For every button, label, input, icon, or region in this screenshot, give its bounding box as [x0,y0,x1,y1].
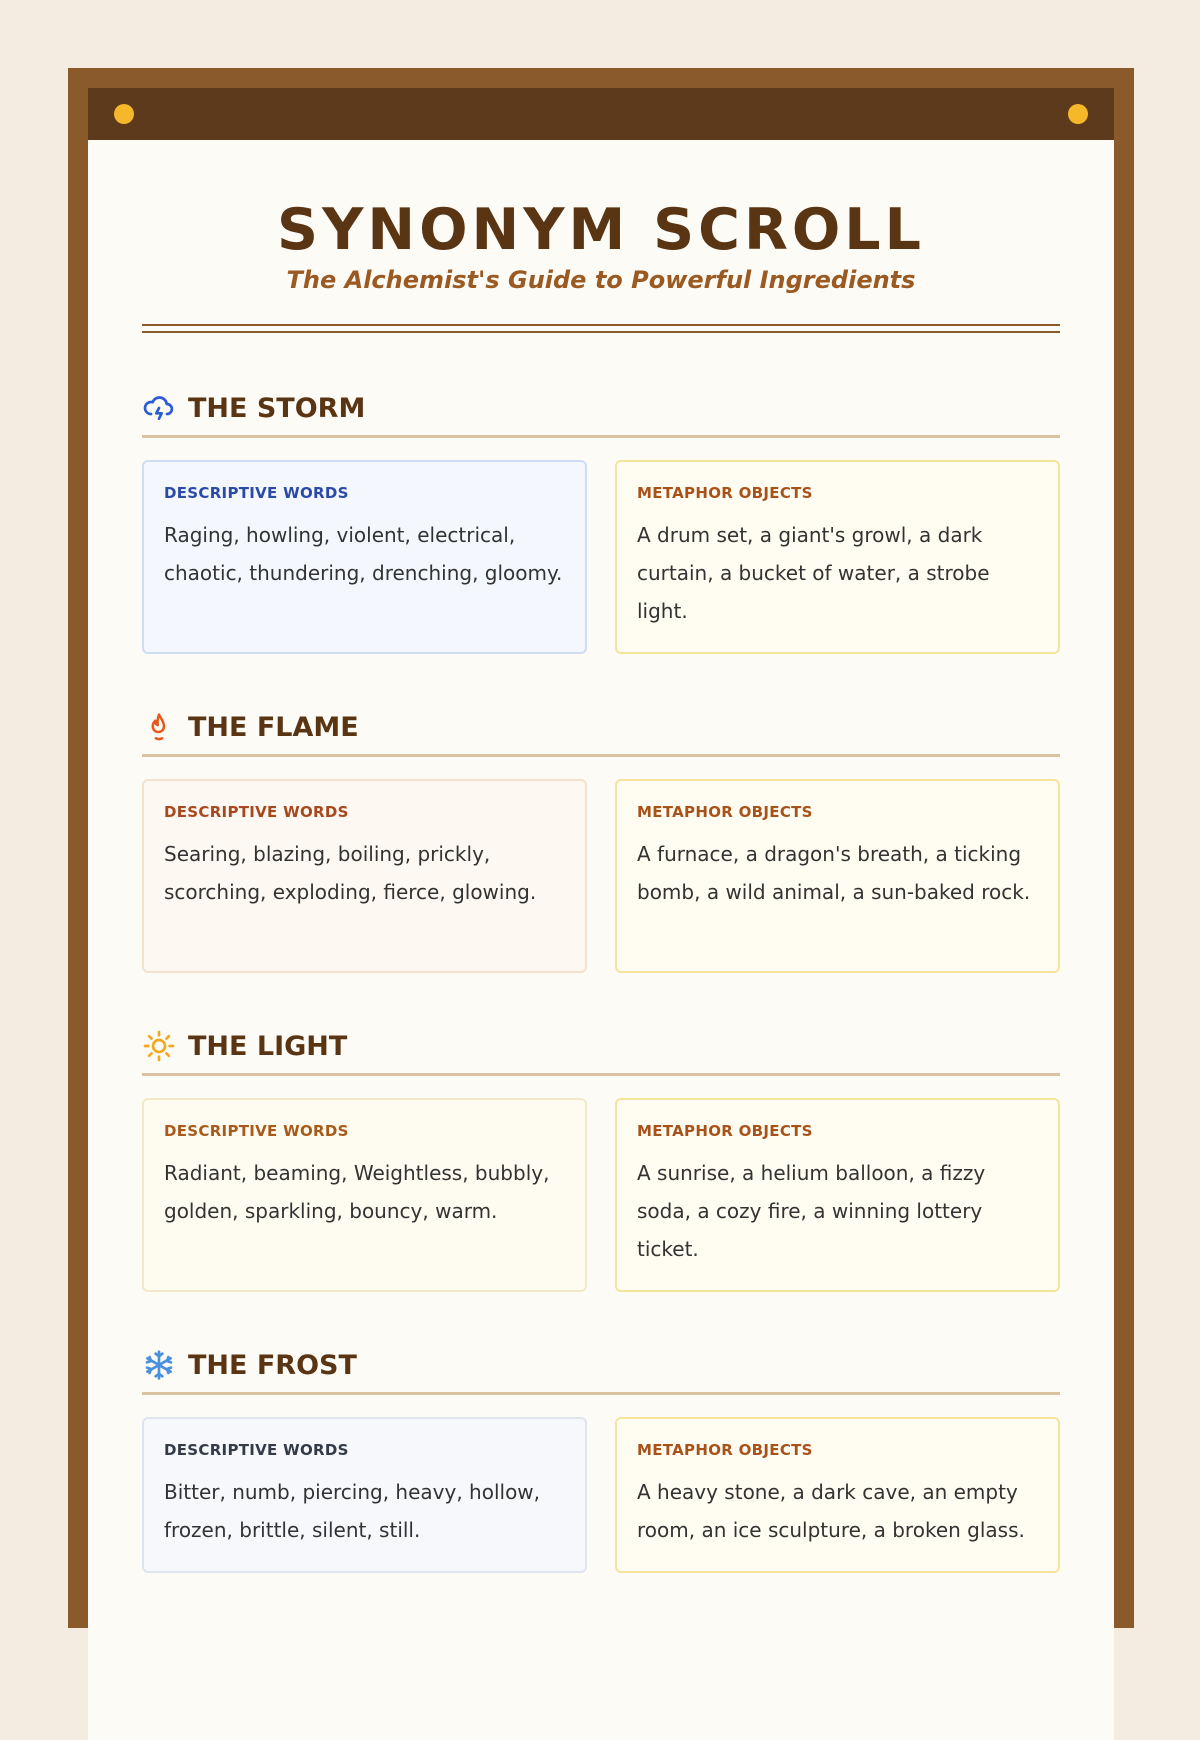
scroll-top-bar [88,88,1114,140]
section-header [142,710,1060,757]
card-text: A furnace, a dragon's breath, a ticking bomb, a wild animal, a sun-baked rock. [637,842,1031,904]
section-flame [142,710,1060,973]
storm-cloud-icon [142,391,176,425]
descriptive-words-card [142,1417,587,1573]
descriptive-words-card [142,1098,587,1292]
sun-icon [142,1029,176,1063]
section-storm [142,391,1060,654]
section-title: THE LIGHT [188,1030,348,1062]
section-header [142,391,1060,438]
section-frost [142,1348,1060,1573]
metaphor-objects-card [615,1098,1060,1292]
flame-icon [142,710,176,744]
card-text: Raging, howling, violent, electrical, chaotic, thundering, drenching, gloomy. [164,523,563,585]
section-title: THE STORM [188,392,366,424]
page-subtitle: The Alchemist's Guide to Powerful Ingredients [286,266,916,294]
card-label: METAPHOR OBJECTS [637,1122,813,1140]
card-label: DESCRIPTIVE WORDS [164,1122,349,1140]
section-light [142,1029,1060,1292]
metaphor-objects-card [615,1417,1060,1573]
section-cards [142,1098,1060,1292]
section-header [142,1348,1060,1395]
page-title: SYNONYM SCROLL [277,197,925,263]
card-label: METAPHOR OBJECTS [637,484,813,502]
card-text: Searing, blazing, boiling, prickly, scorching, exploding, fierce, glowing. [164,842,537,904]
card-text: A sunrise, a helium balloon, a fizzy soda, a cozy fire, a winning lottery ticket. [637,1161,986,1261]
scroll-frame [68,68,1134,1628]
section-cards [142,460,1060,654]
descriptive-words-card [142,779,587,973]
card-label: DESCRIPTIVE WORDS [164,803,349,821]
metaphor-objects-card [615,460,1060,654]
card-text: Bitter, numb, piercing, heavy, hollow, frozen, brittle, silent, still. [164,1480,541,1542]
left-nail-dot [114,104,134,124]
card-label: DESCRIPTIVE WORDS [164,484,349,502]
card-text: A drum set, a giant's growl, a dark curtain, a bucket of water, a strobe light. [637,523,990,623]
metaphor-objects-card [615,779,1060,973]
section-header [142,1029,1060,1076]
card-text: Radiant, beaming, Weightless, bubbly, golden, sparkling, bouncy, warm. [164,1161,550,1223]
scroll-paper [88,140,1114,1740]
section-title: THE FROST [188,1349,357,1381]
card-label: METAPHOR OBJECTS [637,1441,813,1459]
section-cards [142,779,1060,973]
title-divider [142,324,1060,333]
section-cards [142,1417,1060,1573]
section-title: THE FLAME [188,711,359,743]
right-nail-dot [1068,104,1088,124]
descriptive-words-card [142,460,587,654]
snowflake-icon [142,1348,176,1382]
card-text: A heavy stone, a dark cave, an empty room, an ice sculpture, a broken glass. [637,1480,1025,1542]
card-label: METAPHOR OBJECTS [637,803,813,821]
card-label: DESCRIPTIVE WORDS [164,1441,349,1459]
